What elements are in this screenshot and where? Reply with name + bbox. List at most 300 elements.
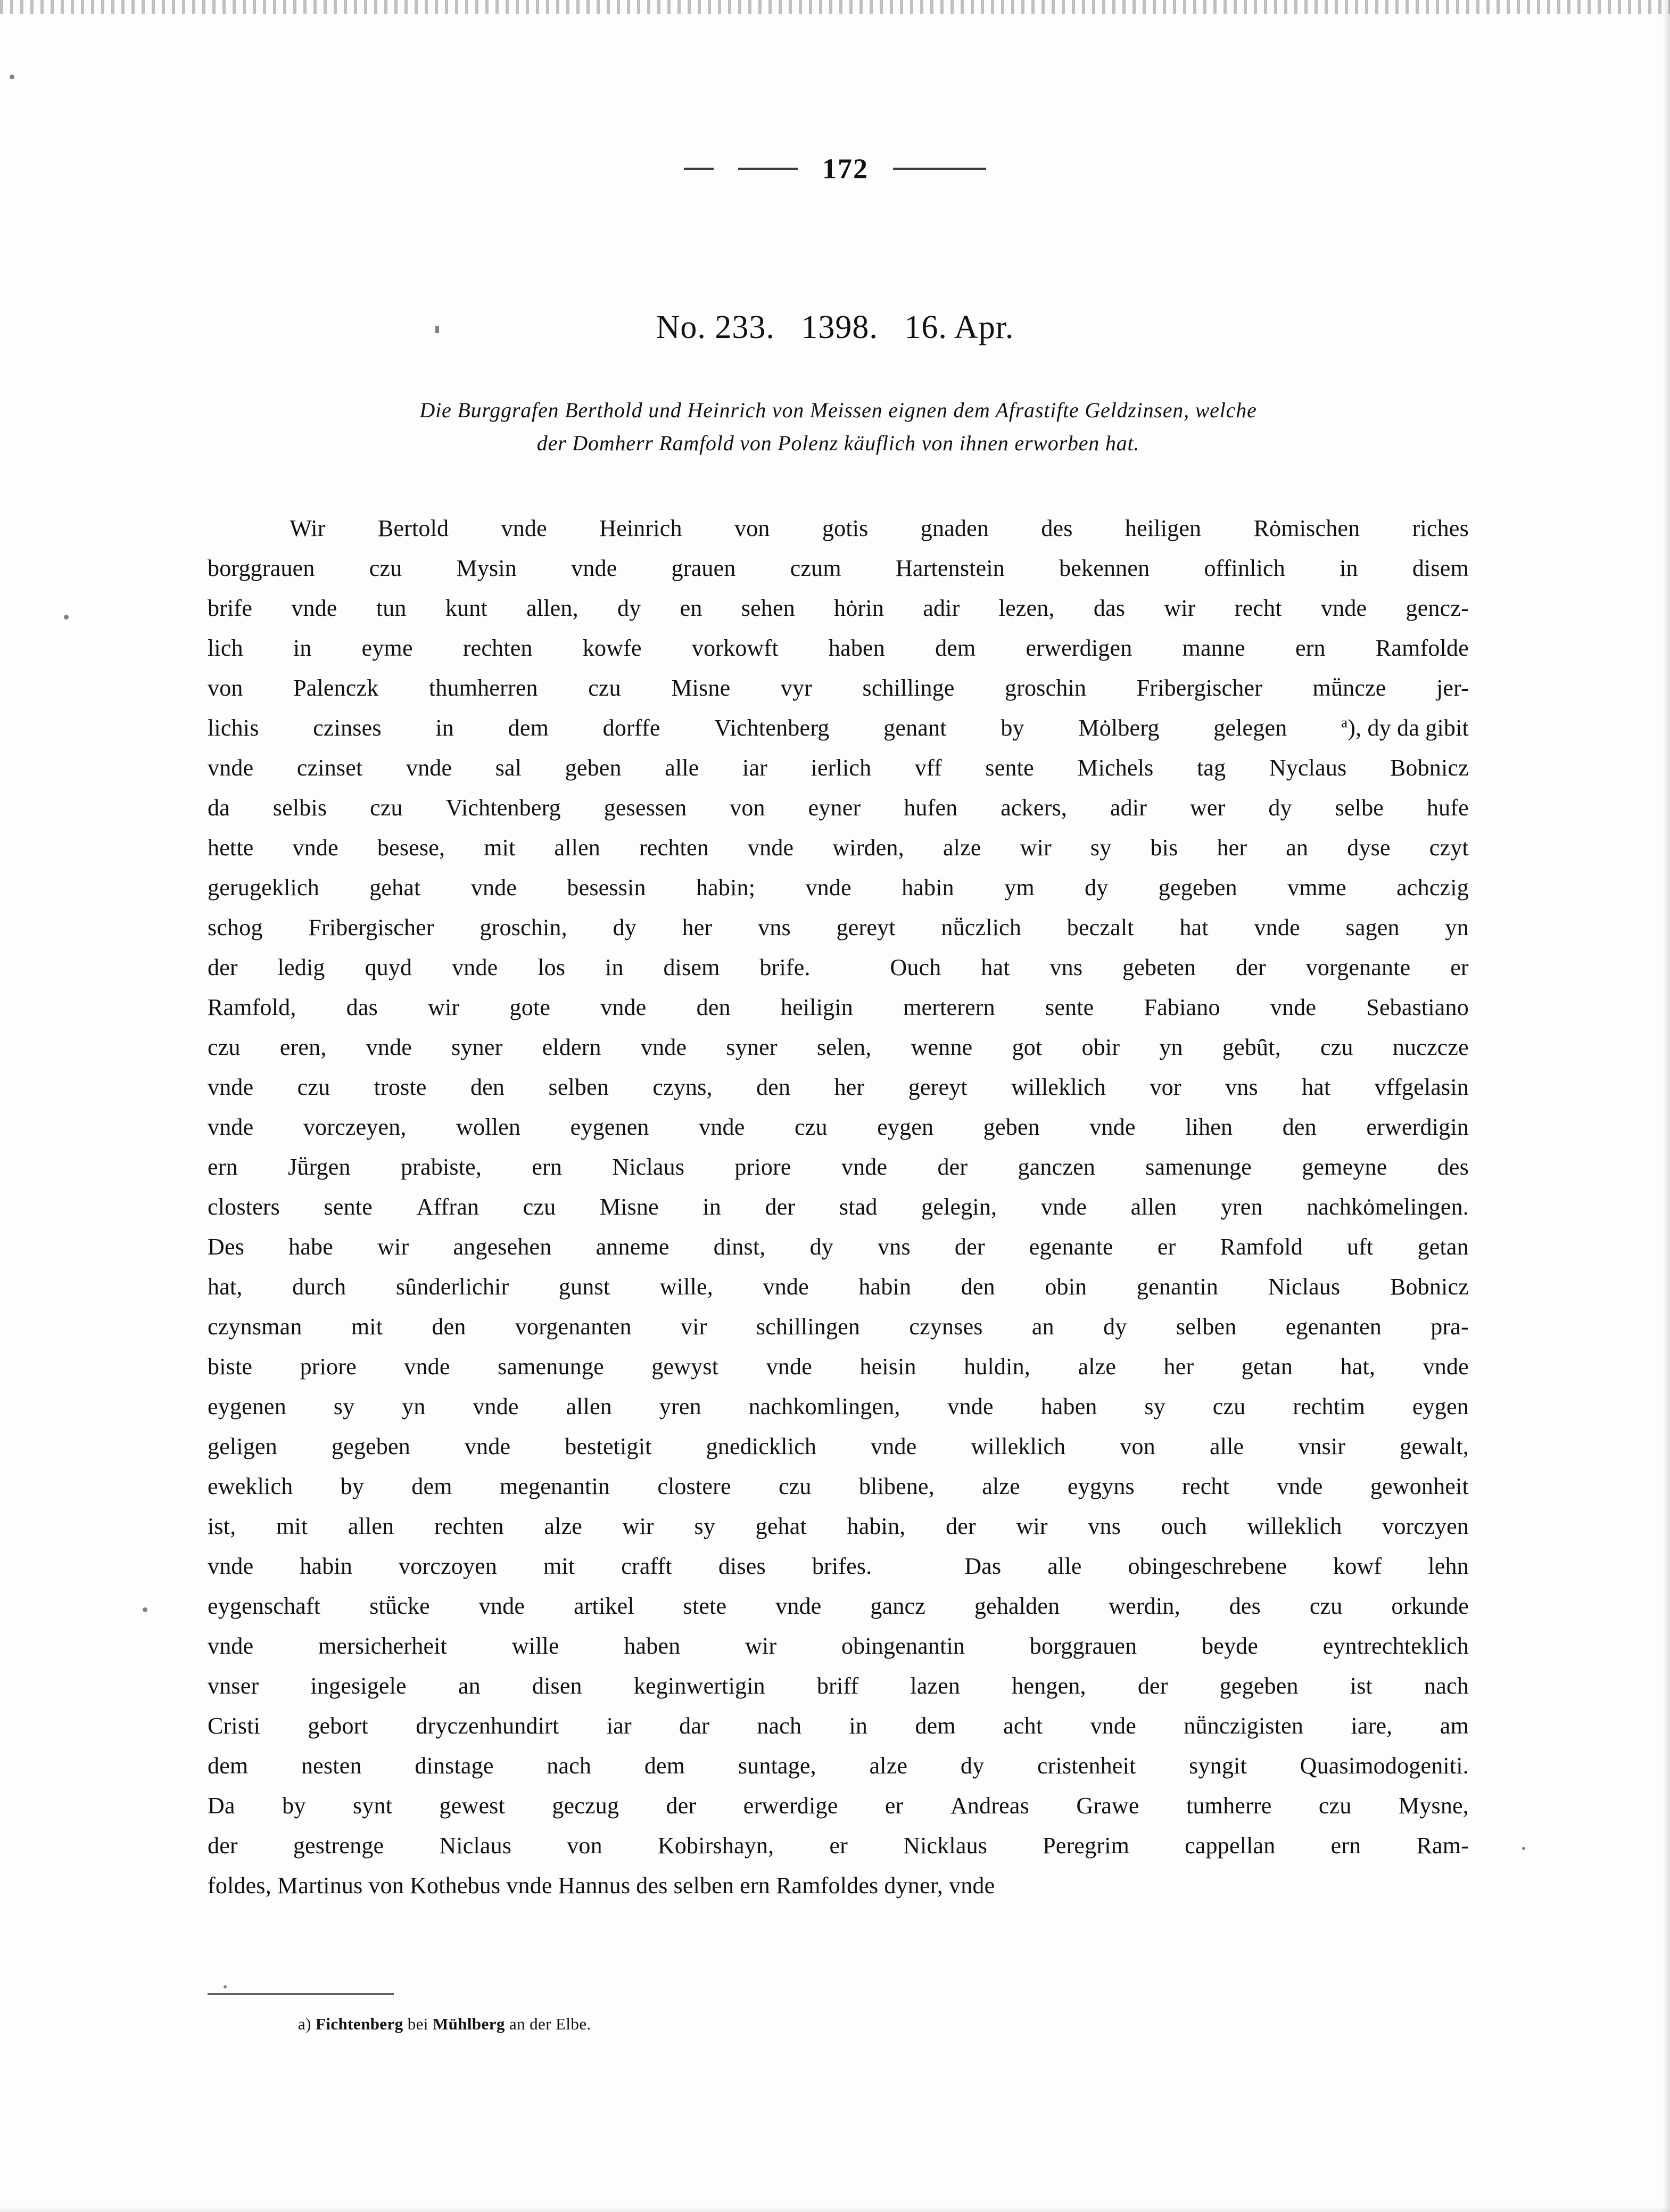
body-word: genant [883, 715, 947, 741]
body-word: dy [960, 1753, 985, 1779]
body-word: heiligen [1125, 515, 1202, 541]
body-word: in [702, 1194, 722, 1220]
body-word: gehat [755, 1513, 807, 1539]
body-word: eldern [542, 1034, 601, 1060]
body-word: rechtim [1293, 1393, 1366, 1419]
body-word: ern [1295, 635, 1326, 661]
body-word: sy [694, 1513, 716, 1539]
body-word: gelegen [1213, 715, 1287, 741]
body-line [208, 1626, 1469, 1666]
body-word: werdin, [1109, 1593, 1180, 1619]
body-word: gesessen [603, 795, 687, 821]
body-word: vnde [208, 1074, 254, 1100]
body-word: des [1229, 1593, 1261, 1619]
footnote-mid-text: bei [403, 2015, 433, 2033]
body-word: vnde [949, 1872, 995, 1899]
body-word: vyr [780, 675, 813, 701]
body-word: iare, [1351, 1713, 1393, 1739]
body-word: willeklich [971, 1433, 1066, 1459]
body-word: stete [683, 1593, 727, 1619]
body-word: ern [740, 1872, 770, 1899]
body-word: by [282, 1793, 306, 1819]
body-word: habin [300, 1553, 353, 1579]
body-word: vorczeyen, [303, 1114, 407, 1140]
body-line [208, 668, 1469, 708]
body-word: gegeben [1219, 1673, 1299, 1699]
body-word: selben [673, 1872, 734, 1899]
body-word: wir [1016, 1513, 1048, 1539]
body-word: selben [548, 1074, 609, 1100]
body-word: vnde [1423, 1353, 1469, 1380]
body-line [208, 1786, 1469, 1826]
body-word: das [346, 994, 378, 1020]
body-word: blibene, [858, 1473, 935, 1499]
body-word: mit [276, 1513, 308, 1539]
body-line [208, 1067, 1469, 1107]
body-word: hat [1179, 914, 1209, 940]
body-word: czinset [296, 755, 363, 781]
body-word: by [340, 1473, 365, 1499]
body-word: heisin [859, 1353, 916, 1380]
margin-speck [143, 1607, 147, 1612]
body-word: von [208, 675, 243, 701]
body-line [208, 1267, 1469, 1307]
body-word: vnde [473, 1393, 519, 1419]
body-word: cappellan [1185, 1833, 1276, 1859]
body-line [208, 1866, 1469, 1905]
body-word: gereyt [908, 1074, 968, 1100]
body-word: Grawe [1076, 1793, 1139, 1819]
body-word: habin, [847, 1513, 906, 1539]
body-word: Niclaus [612, 1154, 685, 1180]
body-word: Ramfolde [1375, 635, 1469, 661]
body-word: vnde [805, 874, 851, 901]
body-word: eygyns [1068, 1473, 1135, 1499]
body-word: disen [532, 1673, 582, 1699]
body-word: erwerdigen [1026, 635, 1132, 661]
body-word: dem [935, 635, 976, 661]
body-word: vnde [1090, 1713, 1136, 1739]
body-word: foldes, [208, 1872, 271, 1899]
body-word: dem [644, 1753, 685, 1779]
body-word: czu [1318, 1793, 1352, 1819]
body-word: schog [208, 914, 263, 940]
body-word: nach [757, 1713, 802, 1739]
body-word: Bobnicz [1390, 755, 1469, 781]
body-word: habin [858, 1274, 912, 1300]
body-line [208, 1546, 1469, 1586]
body-word: czu [523, 1194, 556, 1220]
body-word: dem [915, 1713, 956, 1739]
body-word: er [829, 1833, 848, 1859]
body-word: obin [1045, 1274, 1087, 1300]
body-word: vnde [841, 1154, 888, 1180]
body-word: gencz- [1406, 595, 1469, 621]
body-word: prabiste, [400, 1154, 482, 1180]
body-word: vnde [292, 835, 338, 861]
body-word: Kothebus [410, 1872, 501, 1899]
body-word: habin; [696, 874, 756, 901]
body-word: sal [495, 755, 522, 781]
body-word: beczalt [1067, 914, 1134, 940]
body-word: Sebastiano [1366, 994, 1469, 1020]
body-word: gote [509, 994, 551, 1020]
body-word: vnde [699, 1114, 745, 1140]
body-word: gegeben [1158, 874, 1237, 901]
body-word: mit [484, 835, 516, 861]
body-word: vns [758, 914, 791, 940]
body-word: erwerdige [743, 1793, 838, 1819]
body-word: den [1282, 1114, 1317, 1140]
body-word: vnde [208, 1633, 254, 1659]
body-word: gelegin, [921, 1194, 997, 1220]
body-word: her [834, 1074, 865, 1100]
body-word: vnser [208, 1673, 259, 1699]
body-word: yn [402, 1393, 426, 1419]
body-line [208, 588, 1469, 628]
body-word: vnde [763, 1274, 809, 1300]
body-word: nach [1424, 1673, 1469, 1699]
body-line [208, 628, 1469, 668]
body-word: vorgenante [1305, 954, 1411, 980]
body-word: cristenheit [1037, 1753, 1136, 1779]
body-word: heiligin [780, 994, 853, 1020]
body-word: lihen [1185, 1114, 1233, 1140]
body-line [208, 987, 1469, 1027]
body-word: alze [544, 1513, 583, 1539]
body-word: czu [1309, 1593, 1343, 1619]
body-word: syngit [1189, 1753, 1247, 1779]
body-word: bis [1150, 835, 1178, 861]
body-word: achczig [1396, 874, 1469, 901]
body-word: samenunge [498, 1353, 604, 1380]
body-word: Bertold [377, 515, 449, 541]
margin-speck [64, 615, 69, 620]
body-word: vnde [464, 1433, 511, 1459]
margin-speck [1522, 1847, 1525, 1850]
body-word: offinlich [1204, 555, 1285, 581]
body-word: ierlich [811, 755, 872, 781]
body-word: der [765, 1194, 796, 1220]
body-line [208, 1107, 1469, 1147]
body-line [208, 1347, 1469, 1386]
footnote-reference-marker[interactable]: a [1341, 714, 1348, 731]
body-word: vnde [571, 555, 617, 581]
body-word: er [1450, 954, 1469, 980]
body-word: wir [622, 1513, 654, 1539]
body-word: mit [543, 1553, 575, 1579]
body-word: merterern [903, 994, 995, 1020]
body-word: briff [816, 1673, 859, 1699]
body-word: Des [208, 1234, 245, 1260]
body-word: eygen [1412, 1393, 1469, 1419]
body-word: got [1012, 1034, 1043, 1060]
body-word: Niclaus [1268, 1274, 1341, 1300]
body-word: wer [1189, 795, 1226, 821]
body-word: sy [1090, 835, 1112, 861]
body-word: den [696, 994, 731, 1020]
body-word: brifes. [812, 1553, 872, 1579]
body-word: czu [208, 1034, 241, 1060]
body-word: suntage, [738, 1753, 816, 1779]
body-word: Mysin [456, 555, 517, 581]
body-word: gebort [308, 1713, 368, 1739]
body-word: by [1001, 715, 1024, 741]
body-word: haben [624, 1633, 681, 1659]
body-word: ganczen [1018, 1154, 1096, 1180]
body-word: hat [981, 954, 1010, 980]
body-word: groschin, [479, 914, 567, 940]
body-word: gancz [870, 1593, 925, 1619]
body-word: nṻnczigisten [1184, 1713, 1304, 1739]
body-word: crafft [621, 1553, 672, 1579]
body-word: Misne [671, 675, 731, 701]
body-word: syner [451, 1034, 503, 1060]
body-word: disem [1412, 555, 1469, 581]
body-word: willeklich [1247, 1513, 1342, 1539]
body-word: acht [1003, 1713, 1043, 1739]
footnote-place-muehlberg: Mühlberg [432, 2015, 505, 2033]
body-word: lezen, [998, 595, 1055, 621]
body-word: alze [1078, 1353, 1117, 1380]
body-word: nachkȯmelingen. [1307, 1194, 1469, 1220]
body-word: den [756, 1074, 791, 1100]
body-word: eren, [279, 1034, 327, 1060]
body-word: dyse [1347, 835, 1391, 861]
body-word: lehn [1428, 1553, 1469, 1579]
body-word: biste [208, 1353, 253, 1380]
body-word: da [208, 795, 230, 821]
body-word: alze [943, 835, 981, 861]
body-word: habe [288, 1234, 333, 1260]
body-word [208, 508, 237, 548]
body-word: Ramfold, [208, 994, 296, 1020]
body-word: samenunge [1145, 1154, 1252, 1180]
body-word: schillinge [862, 675, 955, 701]
body-word: nach [547, 1753, 592, 1779]
body-word: der [208, 954, 238, 980]
body-line [208, 947, 1469, 987]
body-word: orkunde [1391, 1593, 1469, 1619]
body-word [1341, 708, 1469, 748]
body-word: allen [554, 835, 601, 861]
body-word: Misne [599, 1194, 659, 1220]
body-word: gnaden [920, 515, 989, 541]
body-word: genantin [1136, 1274, 1219, 1300]
body-word: obir [1081, 1034, 1120, 1060]
body-word: obingeschrebene [1128, 1553, 1287, 1579]
body-word: gerugeklich [208, 874, 319, 901]
body-word: vnde [366, 1034, 412, 1060]
body-word: stad [839, 1194, 878, 1220]
body-line [208, 828, 1469, 868]
body-word: egenante [1029, 1234, 1113, 1260]
body-word: obingenantin [841, 1633, 965, 1659]
body-word: des [1437, 1154, 1469, 1180]
body-line [208, 1426, 1469, 1466]
footnote-marker: a) [298, 2015, 311, 2033]
body-word: vnde [1320, 595, 1367, 621]
body-word: Ramfoldes [775, 1872, 879, 1899]
body-line [208, 1506, 1469, 1546]
body-word: alze [869, 1753, 908, 1779]
body-word: jer- [1436, 675, 1469, 701]
body-word: sagen [1345, 914, 1400, 940]
body-word: uft [1347, 1234, 1374, 1260]
body-word: vff [914, 755, 942, 781]
body-word: lichis [208, 715, 259, 741]
margin-speck [224, 1985, 227, 1988]
body-word: czyns, [652, 1074, 713, 1100]
body-word: dinst, [713, 1234, 766, 1260]
body-word: in [605, 954, 624, 980]
body-word: des [1041, 515, 1073, 541]
body-word: vns [878, 1234, 911, 1260]
body-word: gegeben [331, 1433, 410, 1459]
body-word: ouch [1161, 1513, 1207, 1539]
body-line [208, 1826, 1469, 1866]
body-word: hat, [208, 1274, 243, 1300]
body-word: czu [778, 1473, 812, 1499]
body-word: Martinus [277, 1872, 363, 1899]
document-heading: No. 233. 1398. 16. Apr. [656, 309, 1014, 345]
body-word: lazen [910, 1673, 961, 1699]
body-word: dinstage [415, 1753, 494, 1779]
body-line [208, 1027, 1469, 1067]
body-word: selbe [1335, 795, 1384, 821]
body-word: allen, [526, 595, 578, 621]
body-word: los [538, 954, 566, 980]
body-word: nachkomlingen, [748, 1393, 900, 1419]
body-word: hat [1302, 1074, 1331, 1100]
body-word: vorgenanten [515, 1314, 632, 1340]
body-word: beyde [1202, 1633, 1259, 1659]
body-word: an [1031, 1314, 1054, 1340]
body-word: vnde [871, 1433, 917, 1459]
body-word: der [937, 1154, 968, 1180]
body-word: tag [1196, 755, 1226, 781]
body-word: dy [617, 595, 641, 621]
body-word: getan [1417, 1234, 1469, 1260]
body-word: czu [369, 555, 402, 581]
body-word: megenantin [499, 1473, 610, 1499]
body-word: an [458, 1673, 481, 1699]
body-word: closters [208, 1194, 280, 1220]
body-word: eweklich [208, 1473, 293, 1499]
body-word: er [1157, 1234, 1176, 1260]
body-word: sente [1045, 994, 1094, 1020]
footnote-place-fichtenberg: Fichtenberg [316, 2015, 403, 2033]
body-word: gebeten [1122, 954, 1196, 980]
body-word: en [680, 595, 702, 621]
body-word: vnde [766, 1353, 812, 1380]
body-word: geligen [208, 1433, 277, 1459]
footnote-a [298, 2012, 1469, 2036]
body-word: habin [902, 874, 954, 901]
body-word: ist [1350, 1673, 1373, 1699]
body-word: geben [983, 1114, 1040, 1140]
body-word: mersicherheit [318, 1633, 448, 1659]
body-word: in [293, 635, 312, 661]
body-word: recht [1182, 1473, 1230, 1499]
body-word: iar [606, 1713, 632, 1739]
body-word: vffgelasin [1374, 1074, 1469, 1100]
body-word: Quasimodogeniti. [1300, 1753, 1469, 1779]
body-word: nesten [301, 1753, 362, 1779]
body-word: Andreas [950, 1793, 1029, 1819]
body-word: Wir [290, 515, 326, 541]
body-word: wille [511, 1633, 559, 1659]
body-line [208, 868, 1469, 907]
running-head-rule-left-b [738, 168, 798, 170]
body-word: der [208, 1833, 238, 1859]
body-word: vnde [452, 954, 498, 980]
body-word: vnde [1270, 994, 1317, 1020]
body-word: Rȯmischen [1253, 515, 1360, 541]
body-word: ern [532, 1154, 563, 1180]
body-word: des [636, 1872, 668, 1899]
body-word: willeklich [1011, 1074, 1106, 1100]
body-word: dorffe [602, 715, 660, 741]
body-word: sȗnderlichir [395, 1274, 509, 1300]
body-word: priore [734, 1154, 791, 1180]
body-word: ym [1004, 874, 1035, 901]
body-word: wollen [456, 1114, 521, 1140]
margin-speck [10, 75, 14, 79]
body-word: lich [208, 635, 243, 661]
body-word: ern [208, 1154, 238, 1180]
body-word: der [666, 1793, 697, 1819]
body-word: brife. [759, 954, 811, 980]
body-word: stṻcke [369, 1593, 430, 1619]
body-word: gereyt [836, 914, 896, 940]
body-word: dyner, [884, 1872, 944, 1899]
body-word: tun [376, 595, 407, 621]
body-word: Cristi [208, 1713, 260, 1739]
body-word: hufe [1426, 795, 1469, 821]
body-word: an [1286, 835, 1309, 861]
body-word: hufen [904, 795, 958, 821]
body-word: syner [726, 1034, 778, 1060]
body-word: eygenen [208, 1393, 286, 1419]
body-line [208, 1586, 1469, 1626]
body-word: vnde [747, 835, 794, 861]
body-word: Das [964, 1553, 1002, 1579]
body-word: gebȗt, [1222, 1034, 1281, 1060]
body-word: clostere [657, 1473, 731, 1499]
body-word: schillingen [756, 1314, 861, 1340]
body-word: wenne [911, 1034, 973, 1060]
regest-summary [208, 394, 1469, 460]
body-word: bekennen [1059, 555, 1150, 581]
body-word: hȯrin [834, 595, 884, 621]
body-word: vnde [501, 515, 547, 541]
body-word: czu [795, 1114, 828, 1140]
body-word: in [1340, 555, 1358, 581]
body-word: brife [208, 595, 253, 621]
body-line [208, 748, 1469, 788]
body-word: besese, [377, 835, 445, 861]
body-word: alze [982, 1473, 1020, 1499]
body-word: eygenschaft [208, 1593, 321, 1619]
footnote-separator-rule [208, 1993, 394, 1995]
body-word: gewest [439, 1793, 505, 1819]
body-word: kunt [445, 595, 487, 621]
body-word: er [884, 1793, 904, 1819]
body-word: gestrenge [293, 1833, 384, 1859]
body-word: vnde [404, 1353, 450, 1380]
scan-edge-artifact-bottom [0, 2207, 1670, 2212]
